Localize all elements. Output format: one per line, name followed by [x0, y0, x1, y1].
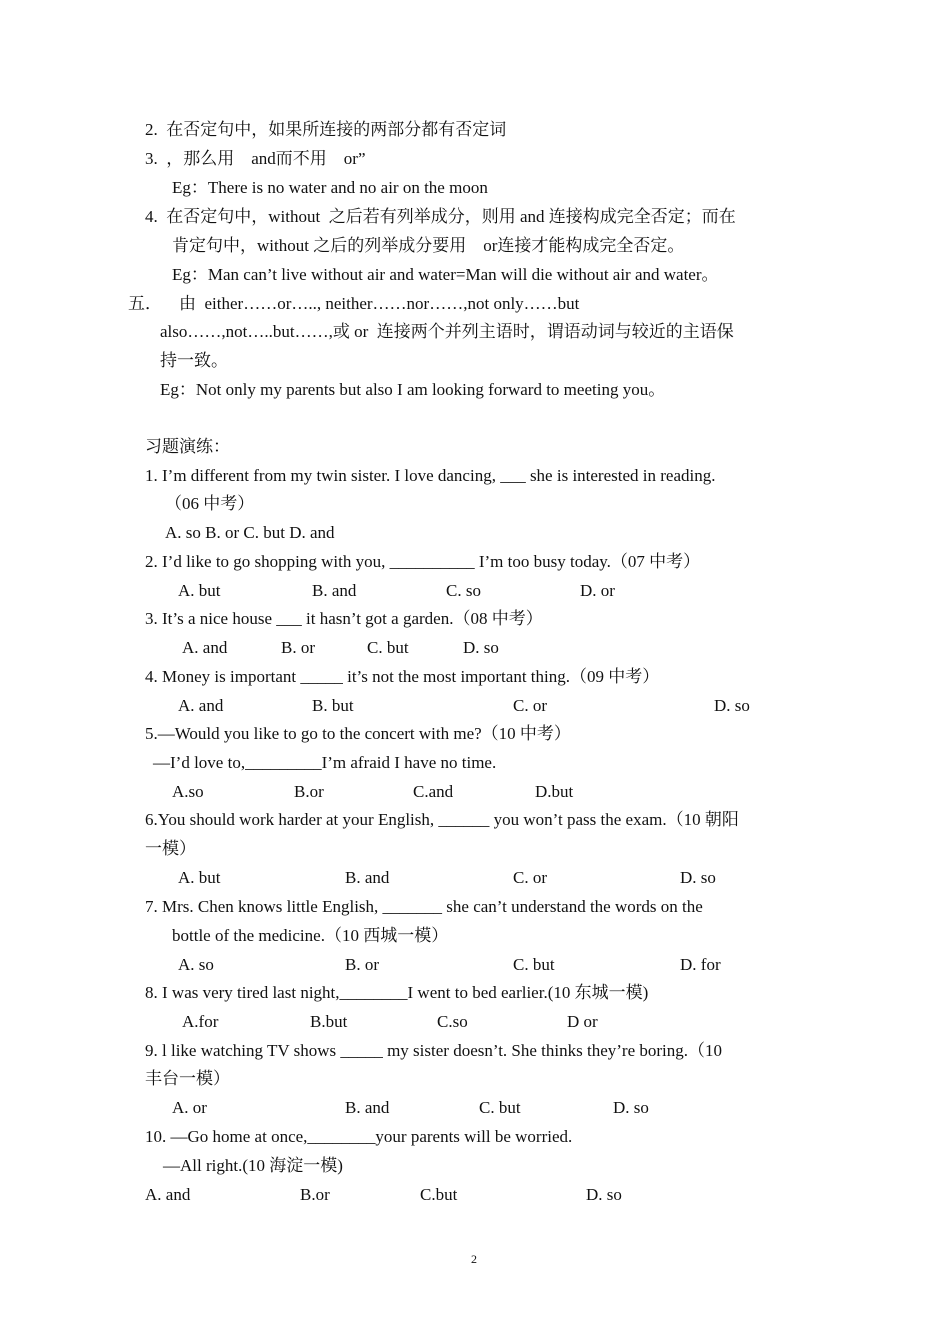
question-3: 3. It’s a nice house ___ it hasn’t got a garden.（08 中考） — [145, 609, 543, 628]
q10-option-b: B.or — [300, 1185, 330, 1204]
q4-option-a: A. and — [178, 696, 224, 715]
q7-option-a: A. so — [178, 955, 214, 974]
section-5-heading: 五． 由 either……or….., neither……nor……,not only……but — [128, 294, 580, 313]
exercise-heading: 习题演练： — [145, 437, 230, 456]
q3-option-b: B. or — [281, 638, 315, 657]
question-7: 7. Mrs. Chen knows little English, _______ she can’t understand the words on the — [145, 897, 703, 916]
q3-option-d: D. so — [463, 638, 499, 657]
q3-option-a: A. and — [182, 638, 228, 657]
q6-option-a: A. but — [178, 868, 221, 887]
q6-option-c: C. or — [513, 868, 547, 887]
q8-option-d: D or — [567, 1012, 598, 1031]
question-1: 1. I’m different from my twin sister. I love dancing, ___ she is interested in reading. — [145, 466, 716, 485]
q7-option-d: D. for — [680, 955, 721, 974]
example-sentence-2: Eg：Man can’t live without air and water=Man will die without air and water。 — [172, 265, 719, 284]
question-6: 6.You should work harder at your English, ______ you won’t pass the exam.（10 朝阳 — [145, 810, 739, 829]
question-5: 5.—Would you like to go to the concert with me?（10 中考） — [145, 724, 571, 743]
q10-option-a: A. and — [145, 1185, 191, 1204]
q4-option-b: B. but — [312, 696, 354, 715]
q8-option-a: A.for — [182, 1012, 219, 1031]
note-item-4-continued: 肯定句中，without 之后的列举成分要用 or连接才能构成完全否定。 — [172, 236, 685, 255]
question-4: 4. Money is important _____ it’s not the most important thing.（09 中考） — [145, 667, 660, 686]
q9-option-b: B. and — [345, 1098, 390, 1117]
q2-option-a: A. but — [178, 581, 221, 600]
q7-option-b: B. or — [345, 955, 379, 974]
q10-option-c: C.but — [420, 1185, 458, 1204]
question-6-source: 一模） — [145, 839, 196, 858]
question-9-source: 丰台一模） — [145, 1069, 230, 1088]
note-item-2: 2. 在否定句中，如果所连接的两部分都有否定词 — [145, 120, 507, 139]
q2-option-d: D. or — [580, 581, 615, 600]
question-9: 9. l like watching TV shows _____ my sister doesn’t. She thinks they’re boring.（10 — [145, 1041, 723, 1060]
q8-option-b: B.but — [310, 1012, 348, 1031]
q3-option-c: C. but — [367, 638, 409, 657]
note-item-4: 4. 在否定句中，without 之后若有列举成分，则用 and 连接构成完全否定；而在 — [145, 207, 736, 226]
q6-option-d: D. so — [680, 868, 716, 887]
q8-option-c: C.so — [437, 1012, 468, 1031]
question-2: 2. I’d like to go shopping with you, __________ I’m too busy today.（07 中考） — [145, 552, 701, 571]
q5-option-c: C.and — [413, 782, 454, 801]
question-7-continued: bottle of the medicine.（10 西城一模） — [172, 926, 449, 945]
note-item-3: 3. ，那么用 and而不用 or” — [145, 149, 366, 168]
question-10: 10. —Go home at once,________your parents will be worried. — [145, 1127, 573, 1146]
q4-option-d: D. so — [714, 696, 750, 715]
q2-option-b: B. and — [312, 581, 357, 600]
question-8: 8. I was very tired last night,________I went to bed earlier.(10 东城一模) — [145, 983, 649, 1002]
question-5-reply: —I’d love to,_________I’m afraid I have no time. — [153, 753, 497, 772]
section-5-text-end: 持一致。 — [160, 351, 228, 370]
q7-option-c: C. but — [513, 955, 555, 974]
q4-option-c: C. or — [513, 696, 547, 715]
q2-option-c: C. so — [446, 581, 481, 600]
q5-option-a: A.so — [172, 782, 204, 801]
question-1-options: A. so B. or C. but D. and — [165, 523, 335, 542]
q9-option-c: C. but — [479, 1098, 521, 1117]
q5-option-d: D.but — [535, 782, 574, 801]
question-10-reply: —All right.(10 海淀一模) — [163, 1156, 343, 1175]
q6-option-b: B. and — [345, 868, 390, 887]
example-sentence-3: Eg：Not only my parents but also I am looking forward to meeting you。 — [160, 380, 666, 399]
q5-option-b: B.or — [294, 782, 324, 801]
q9-option-d: D. so — [613, 1098, 649, 1117]
q9-option-a: A. or — [172, 1098, 207, 1117]
question-1-source: （06 中考） — [165, 494, 255, 513]
q10-option-d: D. so — [586, 1185, 622, 1204]
section-5-text: also……,not…..but……,或 or 连接两个并列主语时，谓语动词与较近的主语保 — [160, 322, 734, 341]
page-number: 2 — [471, 1252, 477, 1266]
example-sentence-1: Eg：There is no water and no air on the moon — [172, 178, 488, 197]
